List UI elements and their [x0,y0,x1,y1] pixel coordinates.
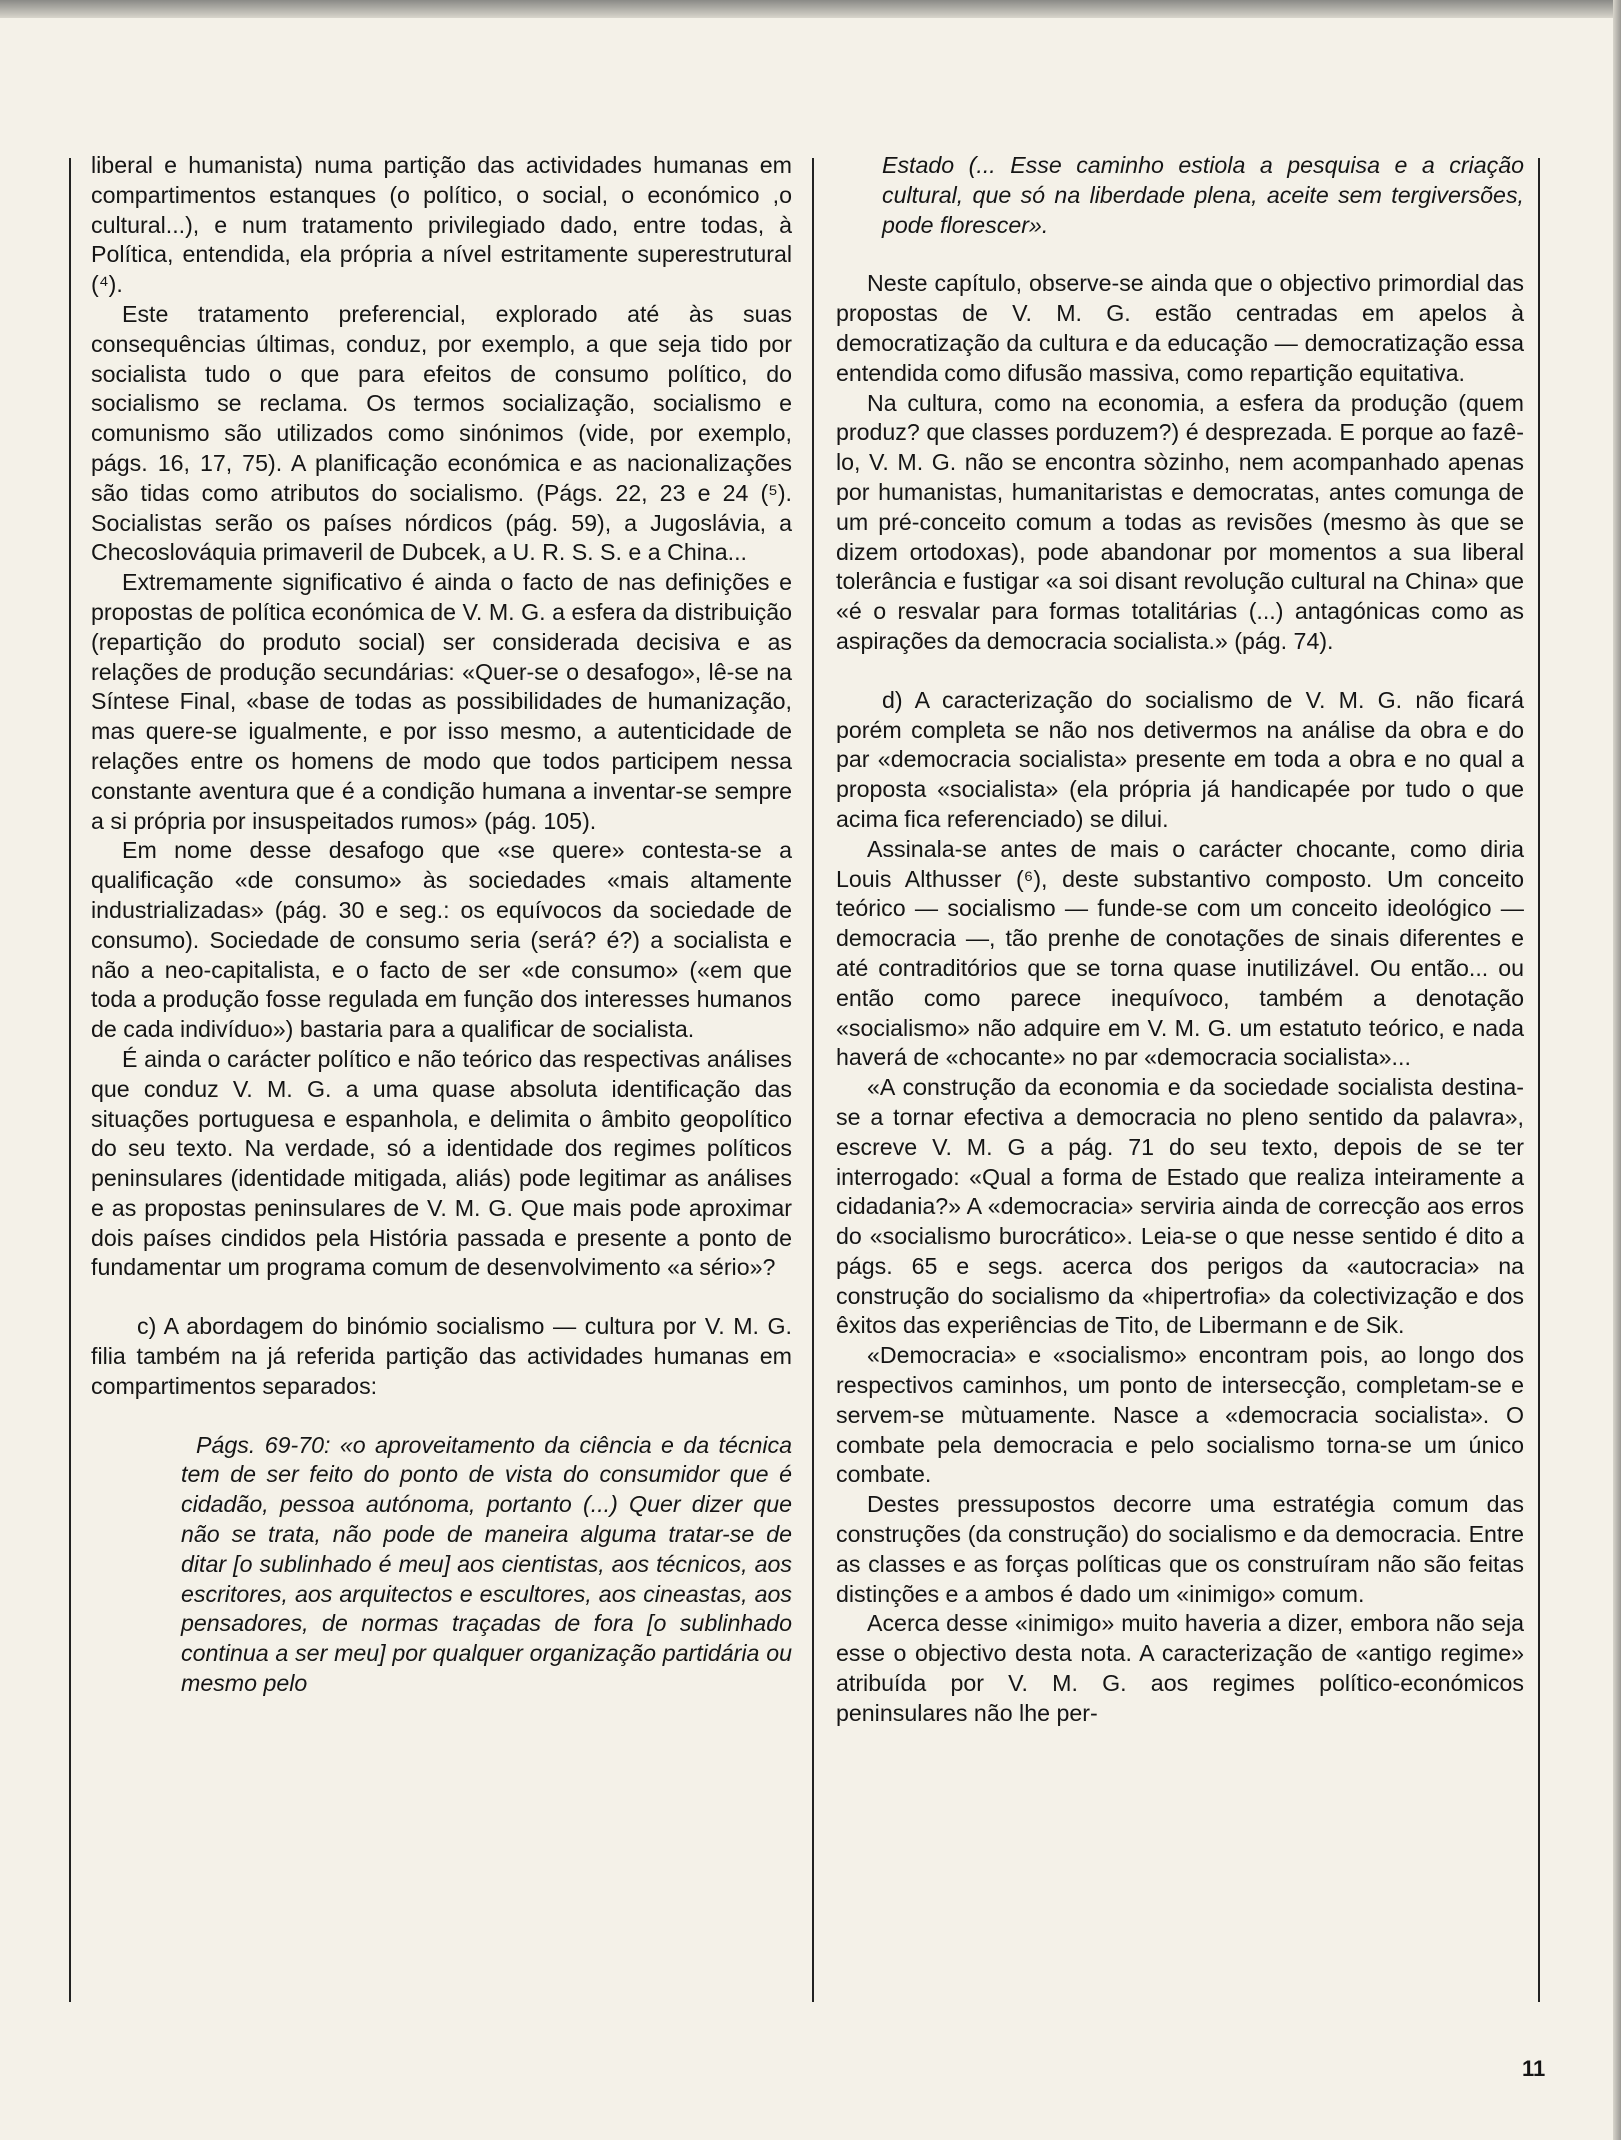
paragraph: É ainda o carácter político e não teórico das respectivas análises que conduz V. M. G. a uma quase absoluta identificação das situações portuguesa e espanhola, e delimita o âmbito geopolítico do seu texto. Na verdade, só a identidade dos regimes políticos peninsulares (identidade mitigada, aliás) pode legitimar as análises e as propostas peninsulares de V. M. G. Que mais pode aproximar dois países cindidos pela História passada e presente a ponto de fundamentar um programa comum de desenvolvimento «a sério»? [91,1045,792,1281]
block-quote: Págs. 69-70: «o aproveitamento da ciência e da técnica tem de ser feito do ponto de vista do consumidor que é cidadão, pessoa autónoma, portanto (...) Quer dizer que não se trata, não pode de maneira alguma tratar-se de ditar [o sublinhado é meu] aos cientistas, aos técnicos, aos escritores, aos arquitectos e escultores, aos cineastas, aos pensadores, de normas traçadas de fora [o sublinhado continua a ser meu] por qualquer organização partidária ou mesmo pelo [181,1431,792,1697]
paragraph: Destes pressupostos decorre uma estratégia comum das construções (da construção) do socialismo e da democracia. Entre as classes e as forças políticas que os construíram não são feitas distinções e a ambos é dado um «inimigo» comum. [836,1491,1524,1607]
section-c-paragraph: c) A abordagem do binómio socialismo — cultura por V. M. G. filia também na já referida partição das actividades humanas em compartimentos separados: [91,1313,792,1399]
paragraph: Assinala-se antes de mais o carácter chocante, como diria Louis Althusser (⁶), deste substantivo composto. Um conceito teórico — socialismo — funde-se com um conceito ideológico — democracia —, tão prenhe de conotações de sinais diferentes e até contraditórios que se torna quase inutilizável. Ou então... ou então como parece inequívoco, também a denotação «socialismo» não adquire em V. M. G. um estatuto teórico, e nada haverá de «chocante» no par «democracia socialista»... [836,835,1524,1071]
paragraph: liberal e humanista) numa partição das actividades humanas em compartimentos estanques (o político, o social, o económico ,o cultural...), e num tratamento privilegiado dado, entre todas, à Política, entendida, ela própria a nível estritamente superestrutural (⁴). [91,152,792,298]
left-margin-rule [69,158,71,2002]
paragraph: Na cultura, como na economia, a esfera da produção (quem produz? que classes porduzem?) é desprezada. E porque ao fazê-lo, V. M. G. não se encontra sòzinho, nem acompanhado apenas por humanistas, humanitaristas e democratas, antes comunga de um pré-conceito comum a todas as revisões (mesmo às que se dizem ortodoxas), pode abandonar por momentos a sua liberal tolerância e fustigar «a soi disant revolução cultural na China» que «é o resvalar para formas totalitárias (...) antagónicas como as aspirações da democracia socialista.» (pág. 74). [836,389,1524,654]
scan-right-edge [1613,0,1621,2140]
section-d-paragraph: d) A caracterização do socialismo de V. M. G. não ficará porém completa se não nos detivermos na análise da obra e do par «democracia socialista» presente em toda a obra e no qual a proposta «socialista» (ela própria já handicapée por tudo o que acima fica referenciado) se dilui. [836,686,1524,832]
page-number: 11 [1522,2056,1546,2081]
paragraph: «Democracia» e «socialismo» encontram pois, ao longo dos respectivos caminhos, um ponto de intersecção, completam-se e servem-se mùtuamente. Nasce a «democracia socialista». O combate pela democracia e pelo socialismo torna-se um único combate. [836,1342,1524,1488]
paragraph: «A construção da economia e da sociedade socialista destina-se a tornar efectiva a democracia no pleno sentido da palavra», escreve V. M. G a pág. 71 do seu texto, depois de se ter interrogado: «Qual a forma de Estado que realiza inteiramente a cidadania?» A «democracia» serviria ainda de correcção aos erros do «socialismo burocrático». Leia-se o que nesse sentido é dito a págs. 65 e segs. acerca dos perigos da «autocracia» na construção do socialismo da «hipertrofia» da colectivização e dos êxitos das experiências de Tito, de Libermann e de Sik. [836,1074,1524,1339]
paragraph: Acerca desse «inimigo» muito haveria a dizer, embora não seja esse o objectivo desta nota. A caracterização de «antigo regime» atribuída por V. M. G. aos regimes político-económicos peninsulares não lhe per- [836,1610,1524,1726]
paragraph: Em nome desse desafogo que «se quere» contesta-se a qualificação «de consumo» às sociedades «mais altamente industrializadas» (pág. 30 e seg.: os equívocos da sociedade de consumo). Sociedade de consumo seria (será? é?) a socialista e não a neo-capitalista, e o facto de ser «de consumo» («em que toda a produção fosse regulada em função dos interesses humanos de cada indivíduo») bastaria para a qualificar de socialista. [91,837,792,1043]
paragraph: Neste capítulo, observe-se ainda que o objectivo primordial das propostas de V. M. G. estão centradas em apelos à democratização da cultura e da educação — democratização essa entendida como difusão massiva, como repartição equitativa. [836,270,1524,386]
quote-continuation: Estado (... Esse caminho estiola a pesquisa e a criação cultural, que só na liberdade plena, aceite sem tergiversões, pode florescer». [882,152,1524,238]
left-column [91,151,792,1699]
column-divider-rule [812,158,814,2002]
paragraph: Extremamente significativo é ainda o facto de nas definições e propostas de política económica de V. M. G. a esfera da distribuição (repartição do produto social) ser considerada decisiva e as relações de produção secundárias: «Quer-se o desafogo», lê-se na Síntese Final, «base de todas as possibilidades de humanização, mas quere-se igualmente, e por isso mesmo, a autenticidade de relações entre os homens de modo que todos participem nessa constante aventura que é a condição humana a inventar-se sempre a si própria por insuspeitados rumos» (pág. 105). [91,569,792,834]
right-column [836,151,1524,1729]
right-margin-rule [1538,158,1540,2002]
scan-top-edge [0,0,1621,18]
paragraph: Este tratamento preferencial, explorado até às suas consequências últimas, conduz, por exemplo, a que seja tido por socialista tudo o que para efeitos de consumo político, do socialismo se reclama. Os termos socialização, socialismo e comunismo são utilizados como sinónimos (vide, por exemplo, págs. 16, 17, 75). A planificação económica e as nacionalizações são tidas como atributos do socialismo. (Págs. 22, 23 e 24 (⁵). Socialistas serão os países nórdicos (pág. 59), a Jugoslávia, a Checoslováquia primaveril de Dubcek, a U. R. S. S. e a China... [91,300,792,566]
